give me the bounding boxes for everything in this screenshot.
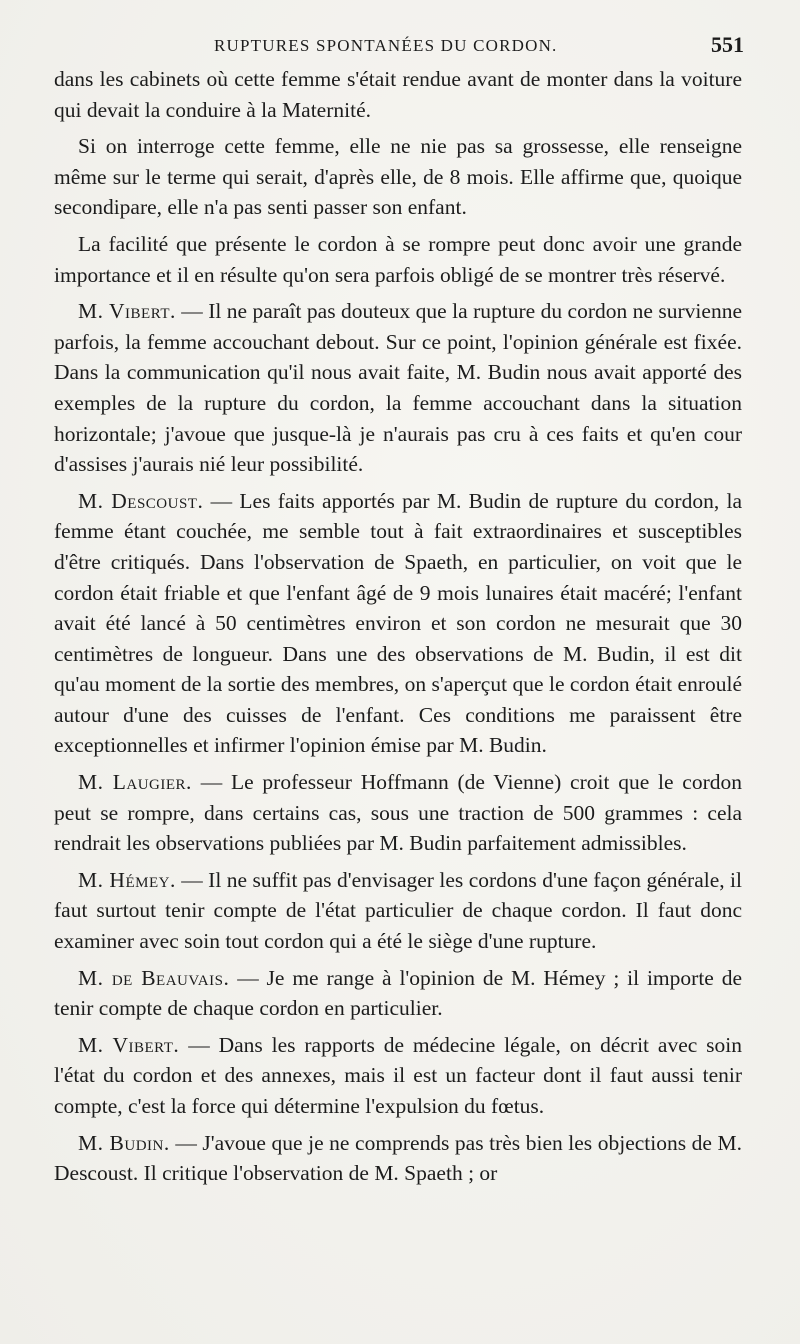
speaker-name: M. de Beauvais. [78, 965, 230, 990]
speaker-name: M. Descoust. [78, 488, 204, 513]
speaker-name: M. Vibert. [78, 299, 176, 324]
paragraph [54, 963, 742, 1024]
body-text [54, 64, 742, 1189]
paragraph-text: Si on interroge cette femme, elle ne nie pas sa grossesse, elle renseigne même sur le terme qui serait, d'après elle, de 8 mois. Elle affirme que, quoique secondipare, elle n'a pas senti passer son enfant. [54, 134, 742, 220]
paragraph-text: — Dans les rapports de médecine légale, on décrit avec soin l'état du cordon et des annexes, mais il est un facteur dont il faut aussi tenir compte, c'est la force qui détermine l'expulsion du fœtus. [54, 1032, 742, 1118]
page-number: 551 [711, 32, 744, 57]
paragraph [54, 296, 742, 480]
paragraph-text: La facilité que présente le cordon à se rompre peut donc avoir une grande importance et il en résulte qu'on sera parfois obligé de se montrer très réservé. [54, 231, 742, 287]
paragraph-text: dans les cabinets où cette femme s'était rendue avant de monter dans la voiture qui devait la conduire à la Maternité. [54, 67, 742, 122]
paragraph [54, 1030, 742, 1122]
paragraph [54, 486, 742, 761]
paragraph-text: — Je me range à l'opinion de M. Hémey ; il importe de tenir compte de chaque cordon en particulier. [54, 965, 742, 1021]
paragraph [54, 767, 742, 859]
paragraph-text: — Il ne paraît pas douteux que la rupture du cordon ne survienne parfois, la femme accouchant debout. Sur ce point, l'opinion générale est fixée. Dans la communication qu'il nous avait faite, M. Budin nous avait apporté des exemples de la rupture du cordon, la femme accouchant dans la situation horizontale; j'avoue que jusque-là je n'aurais pas cru à ces faits et qu'en cour d'assises j'aurais nié leur possibilité. [54, 299, 742, 477]
paragraph [54, 1128, 742, 1189]
paragraph [54, 865, 742, 957]
paragraph-text: — Le professeur Hoffmann (de Vienne) croit que le cordon peut se rompre, dans certains cas, sous une traction de 500 grammes : cela rendrait les observations publiées par M. Budin parfaitement admissibles. [54, 770, 742, 856]
speaker-name: M. Vibert. [78, 1032, 180, 1057]
paragraph-text: — Il ne suffit pas d'envisager les cordons d'une façon générale, il faut surtout tenir compte de l'état particulier de chaque cordon. Il faut donc examiner avec soin tout cordon qui a été le siège d'une rupture. [54, 867, 743, 954]
speaker-name: M. Hémey. [78, 867, 176, 892]
paragraph [54, 64, 742, 125]
running-head [54, 28, 742, 64]
paragraph [54, 131, 742, 223]
paragraph [54, 229, 742, 290]
paragraph-text: — Les faits apportés par M. Budin de rupture du cordon, la femme étant couchée, me semble tout à fait extraordinaires et susceptibles d'être critiqués. Dans l'observation de Spaeth, en particulier, on voit que le cordon était friable et que l'enfant âgé de 9 mois lunaires était macéré; l'enfant avait été lancé à 50 centimètres environ et son cordon ne mesurait que 30 centimètres de longueur. Dans une des observations de M. Budin, il est dit qu'au moment de la sortie des membres, on s'aperçut que le cordon était enroulé autour d'une des cuisses de l'enfant. Ces conditions me paraissent être exceptionnelles et infirmer l'opinion émise par M. Budin. [54, 488, 743, 758]
speaker-name: M. Laugier. [78, 770, 192, 795]
paragraph-text: — J'avoue que je ne comprends pas très bien les objections de M. Descoust. Il critique l'observation de M. Spaeth ; or [54, 1130, 742, 1186]
speaker-name: M. Budin. [78, 1130, 170, 1155]
running-title: RUPTURES SPONTANÉES DU CORDON. [214, 36, 558, 55]
